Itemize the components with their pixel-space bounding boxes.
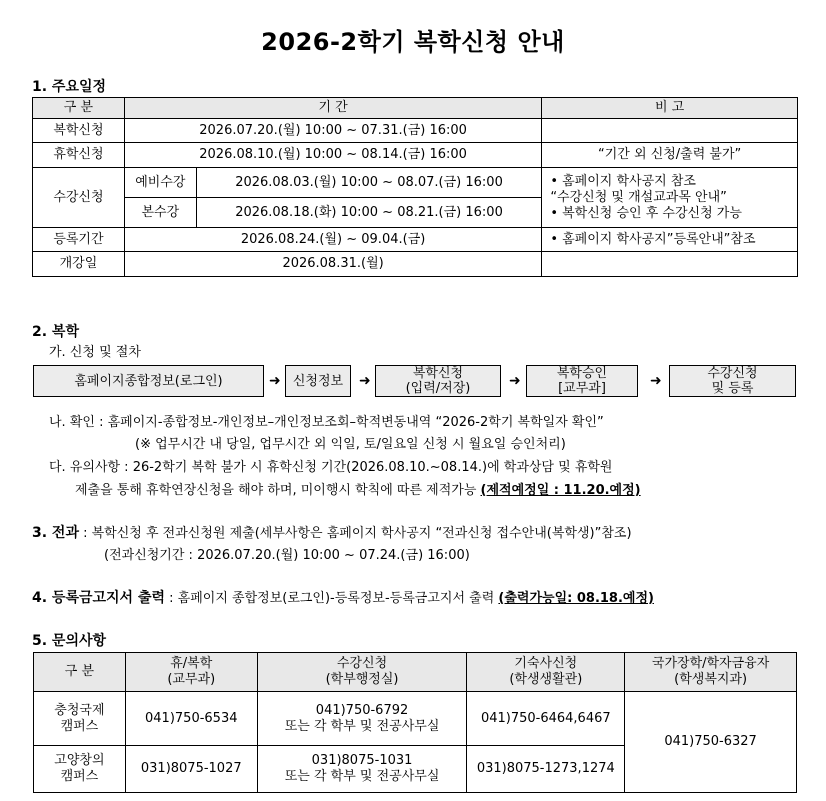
contact-table (33, 652, 797, 793)
da-emphasis: (제적예정일 : 11.20.예정) (480, 483, 641, 498)
flow-step-info (285, 365, 351, 397)
section-5-heading: 5. 문의사항 (32, 633, 107, 649)
campus-line: 캠퍼스 (60, 769, 99, 784)
phone-hyubok: 041)750-6534 (125, 692, 257, 746)
section-4-text: : 홈페이지 종합정보(로그인)-등록정보-등록금고지서 출력 (165, 591, 499, 606)
row-period-bon: 2026.08.18.(화) 10:00 ~ 08.21.(금) 16:00 (196, 198, 542, 228)
note-line: • 홈페이지 학사공지 참조 (550, 173, 696, 189)
row-note-bokhak (542, 119, 798, 143)
header-line: 휴/복학 (170, 656, 213, 671)
section-2-heading: 2. 복학 (32, 324, 79, 340)
row-note-deungrok: • 홈페이지 학사공지”등록안내”참조 (542, 228, 798, 252)
campus-line: 충청국제 (54, 702, 105, 718)
page-title: 2026-2학기 복학신청 안내 (261, 28, 565, 56)
section-4-emphasis: (출력가능일: 08.18.예정) (498, 591, 654, 606)
row-label-bokhak: 복학신청 (33, 119, 125, 143)
contact-header-scholarship (625, 653, 797, 692)
header-line: 국가장학/학자금융자 (651, 656, 770, 671)
header-line: (학생생활관) (509, 672, 583, 687)
row-note-sugang (542, 168, 798, 228)
flow-step-login (33, 365, 264, 397)
header-line: 수강신청 (336, 656, 388, 671)
section-3-heading: 3. 전과 (32, 525, 79, 541)
row-period-hyuhak: 2026.08.10.(월) 10:00 ~ 08.14.(금) 16:00 (124, 143, 541, 168)
da-text: 제출을 통해 휴학연장신청을 해야 하며, 미이행시 학칙에 따른 제적가능 (75, 483, 481, 498)
flow-step-label: 복학승인 (556, 366, 608, 381)
campus-line: 캠퍼스 (60, 718, 99, 734)
phone-dorm: 041)750-6464,6467 (467, 692, 625, 746)
section-3-line2: (전과신청기간 : 2026.07.20.(월) 10:00 ~ 07.24.(금) 16:00) (104, 548, 470, 563)
section-2-sub-ga: 가. 신청 및 절차 (49, 345, 141, 360)
flow-step-label: 및 등록 (711, 381, 754, 396)
flow-step-label: (입력/저장) (405, 381, 471, 396)
header-line: (학생복지과) (674, 672, 748, 687)
header-line: 기숙사신청 (514, 656, 578, 671)
row-label-hyuhak: 휴학신청 (33, 143, 125, 168)
section-2-da-line1: 다. 유의사항 : 26-2학기 복학 불가 시 휴학신청 기간(2026.08.10.~08.14.)에 학과상담 및 휴학원 (49, 460, 613, 475)
arrow-right-icon: ➜ (509, 373, 521, 389)
flow-step-label: 수강신청 (707, 366, 758, 381)
phone-scholarship: 041)750-6327 (625, 692, 797, 793)
arrow-right-icon: ➜ (650, 373, 662, 389)
section-4-heading: 4. 등록금고지서 출력 (32, 590, 165, 606)
section-3-text: : 복학신청 후 전과신청원 제출(세부사항은 홈페이지 학사공지 “전과신청 접수안내(복학생)”참조) (78, 526, 632, 541)
contact-header-sugang (257, 653, 467, 692)
schedule-table (32, 97, 798, 277)
row-label-sugang: 수강신청 (33, 168, 125, 228)
section-3-line1 (32, 522, 632, 542)
row-period-yebi: 2026.08.03.(월) 10:00 ~ 08.07.(금) 16:00 (196, 168, 542, 198)
phone-line: 041)750-6792 (315, 702, 409, 718)
phone-hyubok: 031)8075-1027 (125, 746, 257, 793)
contact-header-category: 구 분 (34, 653, 126, 692)
section-4-line (32, 587, 654, 607)
flow-step-apply (375, 365, 501, 397)
header-line: (학부행정실) (325, 672, 399, 687)
row-note-gaegang (542, 252, 798, 277)
header-period: 기 간 (124, 98, 541, 119)
flow-step-register (669, 365, 796, 397)
row-period-deungrok: 2026.08.24.(월) ~ 09.04.(금) (124, 228, 541, 252)
phone-dorm: 031)8075-1273,1274 (467, 746, 625, 793)
row-note-hyuhak: “기간 외 신청/출력 불가” (542, 143, 798, 168)
phone-line: 또는 각 학부 및 전공사무실 (284, 718, 440, 734)
row-sub-bon: 본수강 (124, 198, 196, 228)
flow-step-label: 홈페이지종합정보(로그인) (74, 373, 223, 389)
row-period-gaegang: 2026.08.31.(월) (124, 252, 541, 277)
section-1-heading: 1. 주요일정 (32, 79, 107, 95)
header-category: 구 분 (33, 98, 125, 119)
contact-header-hyubok (125, 653, 257, 692)
phone-line: 또는 각 학부 및 전공사무실 (284, 769, 440, 784)
flow-step-label: 신청정보 (292, 373, 344, 389)
flow-step-label: 복학신청 (412, 366, 464, 381)
phone-sugang (257, 746, 467, 793)
section-2-na-line1: 나. 확인 : 홈페이지-종합정보-개인정보–개인정보조회–학적변동내역 “2026-2학기 복학일자 확인” (49, 415, 604, 430)
campus-line: 고양창의 (54, 753, 105, 768)
campus-cheongju (34, 692, 126, 746)
note-line: “수강신청 및 개설교과목 안내” (550, 189, 727, 205)
flow-step-approval (526, 365, 638, 397)
row-label-deungrok: 등록기간 (33, 228, 125, 252)
phone-line: 031)8075-1031 (311, 753, 413, 768)
contact-header-dorm (467, 653, 625, 692)
flow-step-label: [교무과] (558, 381, 606, 396)
section-2-da-line2 (75, 479, 641, 498)
phone-sugang (257, 692, 467, 746)
header-note: 비 고 (542, 98, 798, 119)
row-label-gaegang: 개강일 (33, 252, 125, 277)
arrow-right-icon: ➜ (359, 373, 371, 389)
row-period-bokhak: 2026.07.20.(월) 10:00 ~ 07.31.(금) 16:00 (124, 119, 541, 143)
note-line: • 복학신청 승인 후 수강신청 가능 (550, 205, 742, 221)
campus-goyang (34, 746, 126, 793)
row-sub-yebi: 예비수강 (124, 168, 196, 198)
header-line: (교무과) (167, 672, 216, 687)
arrow-right-icon: ➜ (269, 373, 281, 389)
section-2-na-line2: (※ 업무시간 내 당일, 업무시간 외 익일, 토/일요일 신청 시 월요일 승인처리) (135, 437, 566, 452)
